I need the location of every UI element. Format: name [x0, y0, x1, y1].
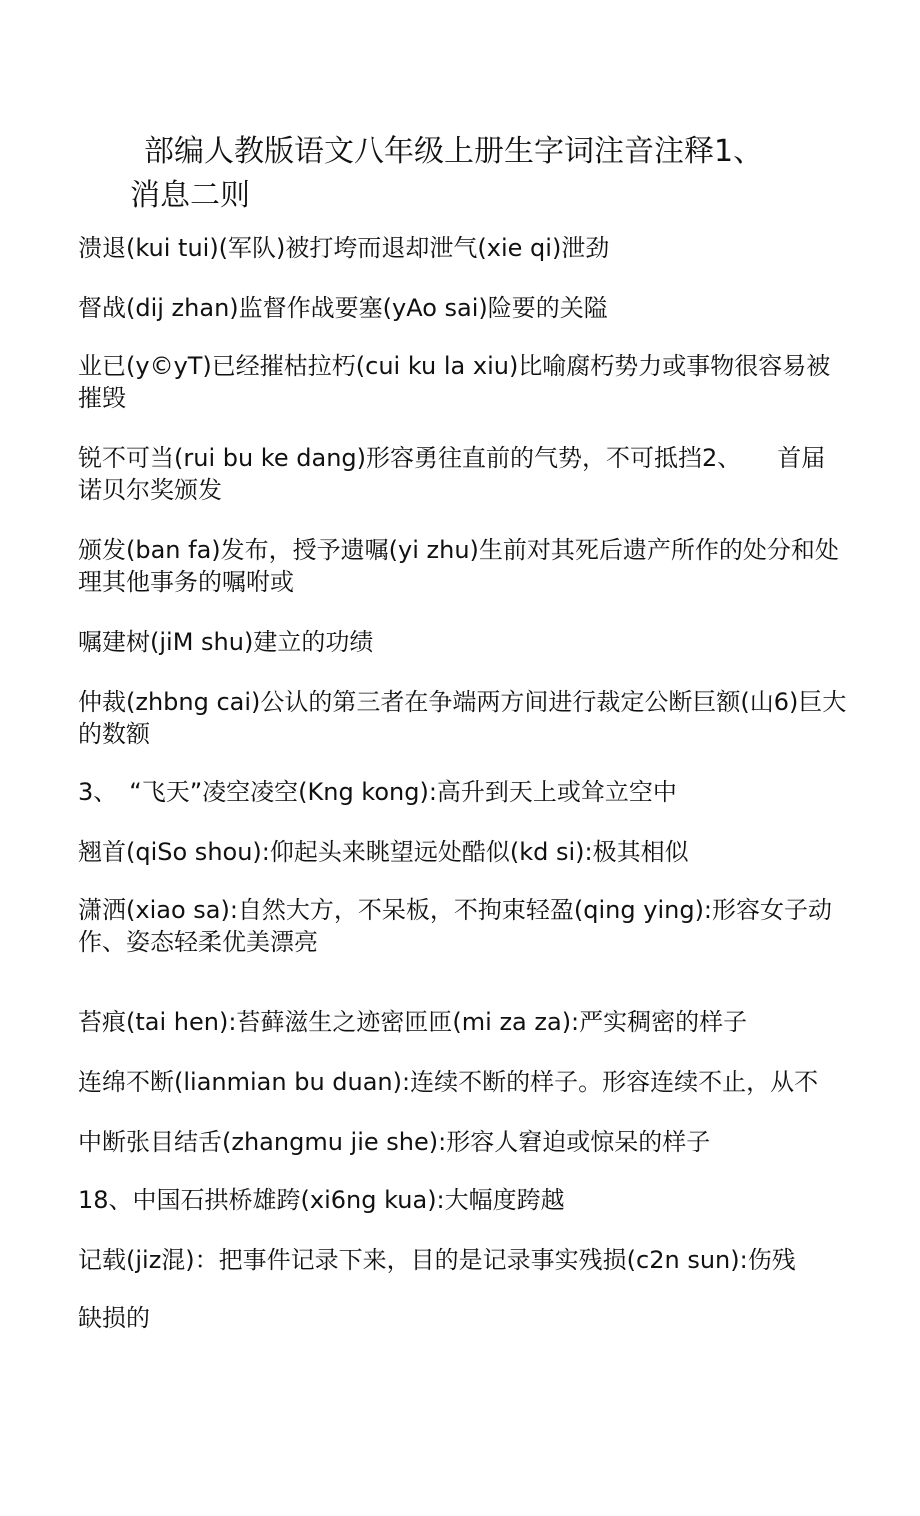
vocab-entry: 督战(dij zhan)监督作战要塞(yAo sai)险要的关隘	[78, 294, 608, 322]
vocab-entry: 18、中国石拱桥雄跨(xi6ng kua):大幅度跨越	[78, 1186, 565, 1214]
vocab-entry: 嘱建树(jiM shu)建立的功绩	[78, 628, 374, 656]
vocab-entry: 翘首(qiSo shou):仰起头来眺望远处酷似(kd si):极其相似	[78, 838, 689, 866]
title-line-2: 消息二则	[130, 178, 250, 213]
document-title	[130, 130, 810, 218]
vocab-entry: 记载(jiz混)：把事件记录下来，目的是记录事实残损(c2n sun):伤残	[78, 1246, 796, 1274]
vocab-entry: 锐不可当(rui bu ke dang)形容勇往直前的气势，不可抵挡2、 首届诺贝尔奖颁发	[78, 444, 826, 504]
vocab-entry: 颁发(ban fa)发布，授予遗嘱(yi zhu)生前对其死后遗产所作的处分和处理其他事务的嘱咐或	[78, 536, 839, 596]
vocab-entry: 苔痕(tai hen):苔藓滋生之迹密匝匝(mi za za):严实稠密的样子	[78, 1008, 748, 1036]
vocab-entry: 溃退(kui tui)(军队)被打垮而退却泄气(xie qi)泄劲	[78, 234, 610, 262]
vocab-entry: 潇洒(xiao sa):自然大方，不呆板，不拘束轻盈(qing ying):形容女子动作、姿态轻柔优美漂亮	[78, 896, 833, 956]
vocab-entry: 缺损的	[78, 1304, 150, 1332]
vocab-entry: 业已(y©yT)已经摧枯拉朽(cui ku la xiu)比喻腐朽势力或事物很容易被摧毁	[78, 352, 831, 412]
vocab-entry: 仲裁(zhbng cai)公认的第三者在争端两方间进行裁定公断巨额(山6)巨大的数额	[78, 688, 847, 748]
title-line-1: 部编人教版语文八年级上册生字词注音注释1、	[144, 134, 764, 169]
vocab-entry: 中断张目结舌(zhangmu jie she):形容人窘迫或惊呆的样子	[78, 1128, 711, 1156]
vocab-entry: 3、 “飞天”凌空凌空(Kng kong):高升到天上或耸立空中	[78, 778, 677, 806]
vocab-entry: 连绵不断(lianmian bu duan):连续不断的样子。形容连续不止，从不	[78, 1068, 819, 1096]
